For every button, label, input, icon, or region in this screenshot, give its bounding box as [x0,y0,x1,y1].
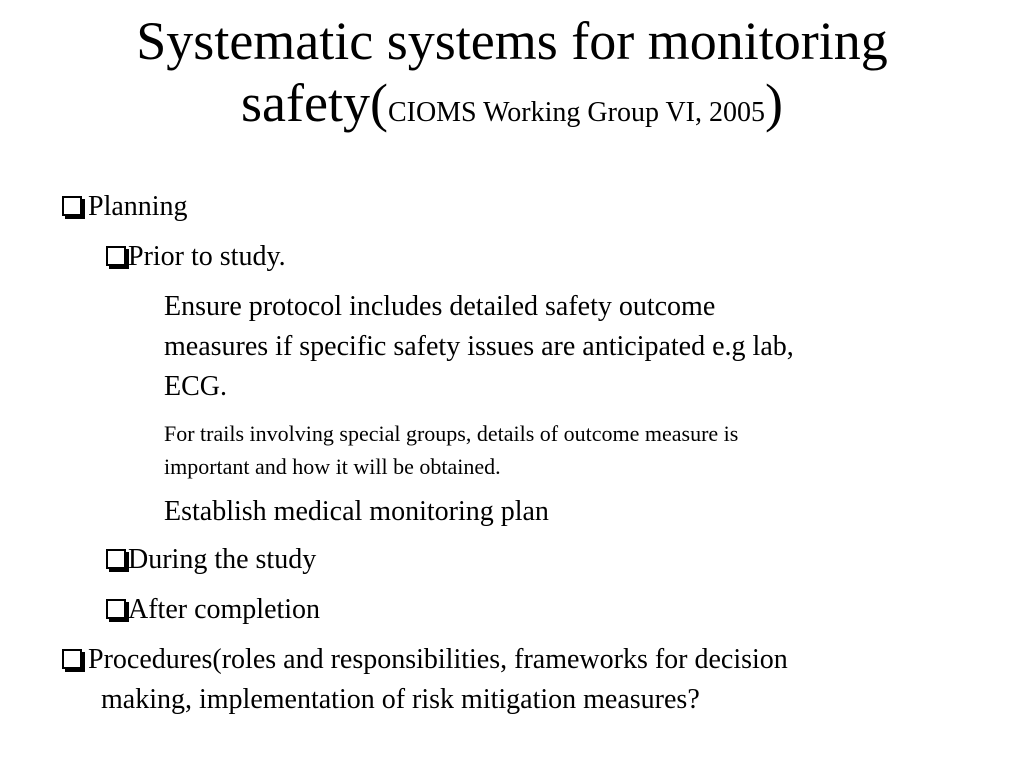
bullet-during-text: During the study [128,544,317,575]
checkbox-bullet-icon [62,196,82,216]
establish-line: Establish medical monitoring plan [164,496,549,527]
bullet-during [106,540,316,580]
checkbox-bullet-icon [106,599,126,619]
checkbox-bullet-icon [106,246,126,266]
bullet-planning-text: Planning [88,191,188,222]
ensure-line-3: ECG. [164,371,227,402]
bullet-after-text: After completion [128,594,321,625]
title-line-1: Systematic systems for monitoring [136,11,888,71]
ensure-line-1: Ensure protocol includes detailed safety outcome [164,291,716,322]
trails-line-2: important and how it will be obtained. [164,454,501,479]
bullet-after [106,590,320,630]
bullet-prior [106,237,286,277]
checkbox-bullet-icon [62,649,82,669]
bullet-procedures-text-1: Procedures(roles and responsibilities, frameworks for decision [88,644,788,675]
ensure-line-2: measures if specific safety issues are anticipated e.g lab, [164,331,794,362]
title-line-2-close: ) [765,73,783,133]
bullet-procedures [62,640,788,680]
trails-line-1: For trails involving special groups, details of outcome measure is [164,421,739,446]
checkbox-bullet-icon [106,549,126,569]
procedures-line-2: making, implementation of risk mitigation measures? [101,684,700,715]
bullet-prior-text: Prior to study. [128,241,286,272]
title-citation: CIOMS Working Group VI, 2005 [387,97,765,128]
bullet-planning [62,187,188,227]
title-line-2-main: safety( [241,73,388,133]
